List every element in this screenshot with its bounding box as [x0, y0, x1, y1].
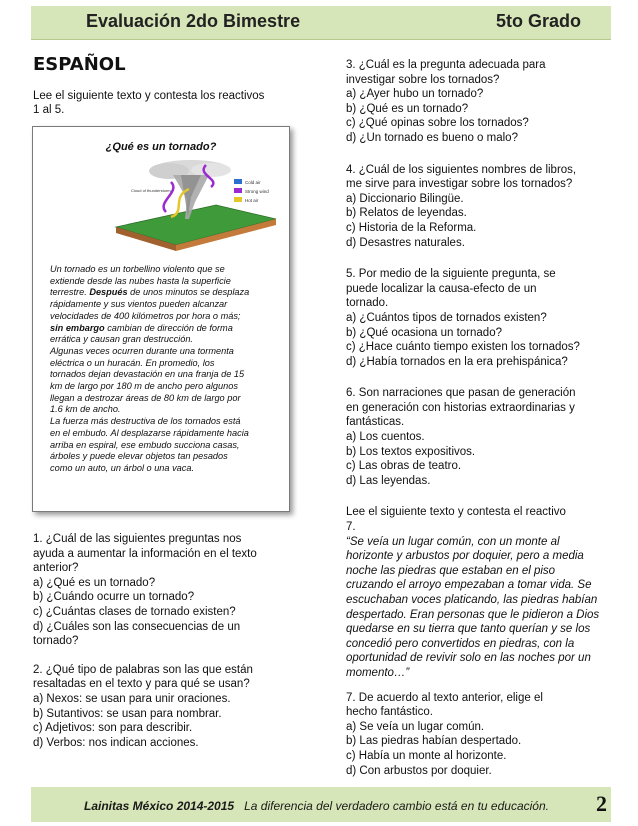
page-number: 2 [596, 791, 607, 816]
passage-line: horizonte y arbustos por doquier, pero a media [346, 550, 584, 563]
question-6 [346, 386, 611, 488]
answer-option[interactable]: d) Con arbustos por doquier. [346, 764, 492, 777]
legend-strong-wind: Strong wind [245, 189, 269, 194]
answer-option[interactable]: c) Había un monte al horizonte. [346, 749, 507, 762]
passage-line [50, 323, 282, 335]
question-stem: 5. Por medio de la siguiente pregunta, se [346, 268, 556, 281]
question-stem: me sirve para investigar sobre los tornados? [346, 178, 573, 191]
answer-option[interactable]: b) ¿Qué ocasiona un tornado? [346, 326, 502, 339]
passage-line: llegan a destrozar áreas de 80 km de largo por [50, 392, 241, 403]
answer-option[interactable]: a) Se veía un lugar común. [346, 720, 485, 733]
legend-cold-air: Cold air [245, 180, 261, 185]
passage-line: errática y causan gran destrucción. [50, 334, 193, 345]
passage-line [50, 287, 282, 299]
answer-option[interactable]: a) ¿Ayer hubo un tornado? [346, 88, 484, 101]
answer-option[interactable]: c) Historia de la Reforma. [346, 221, 477, 234]
passage-line: en el embudo. Al desplazarse rápidamente hacia [50, 427, 249, 438]
question-stem: puede localizar la causa-efecto de un [346, 282, 537, 295]
passage-line: velocidades de 400 kilómetros por hora o más; [50, 310, 241, 321]
question-stem: investigar sobre los tornados? [346, 73, 500, 86]
question-stem: 2. ¿Qué tipo de palabras son las que están [33, 663, 253, 676]
answer-option[interactable]: b) Relatos de leyendas. [346, 207, 467, 220]
passage-line: 1.6 km de ancho. [50, 404, 121, 415]
answer-option[interactable]: a) ¿Qué es un tornado? [33, 576, 156, 589]
question-3 [346, 58, 611, 146]
highlighted-word-sin-embargo: sin embargo [50, 322, 105, 333]
passage-text-run: de unos minutos se desplaza [127, 287, 250, 298]
passage-line: tornados dejan devastación en una franja de 15 [50, 369, 245, 380]
passage-line: oportunidad de revivir solo en las noches por un [346, 652, 591, 665]
question-1 [33, 532, 295, 649]
passage-line: extiende desde las nubes hasta la superficie [50, 275, 231, 286]
question-stem: 1. ¿Cuál de las siguientes preguntas nos [33, 533, 242, 545]
passage-line: “Se veía un lugar común, con un monte al [346, 535, 560, 548]
passage-7 [346, 535, 611, 681]
passage-line: como un auto, un árbol o una vaca. [50, 462, 195, 473]
passage-text [50, 264, 282, 475]
question-stem: en generación con historias extraordinarias y [346, 401, 575, 414]
tornado-figure [111, 157, 281, 252]
question-stem: 4. ¿Cuál de los siguientes nombres de libros, [346, 163, 577, 176]
footer-brand: Lainitas México 2014-2015 [84, 799, 235, 813]
answer-option[interactable]: d) Verbos: nos indican acciones. [33, 736, 199, 749]
passage-line: árboles y puede elevar objetos tan pesados [50, 451, 228, 462]
answer-option[interactable]: c) ¿Cuántas clases de tornado existen? [33, 605, 236, 618]
passage-line: Algunas veces ocurren durante una tormenta [50, 345, 234, 356]
answer-option[interactable]: a) ¿Cuántos tipos de tornados existen? [346, 311, 547, 324]
footer-text [84, 799, 549, 813]
passage-line: arriba en espiral, ese embudo succiona casas, [50, 439, 240, 450]
grade-label: 5to Grado [495, 11, 581, 31]
passage-title: ¿Qué es un tornado? [105, 141, 217, 153]
passage-line: noche las piedras que estaban en el piso [346, 564, 556, 577]
passage-line: despertado. Eran personas que le pidieron a Dios [346, 608, 600, 621]
legend-hot-air: Hot air [245, 198, 259, 203]
left-questions [33, 532, 295, 750]
passage-line: Un tornado es un torbellino violento que se [50, 264, 225, 274]
exam-title: Evaluación 2do Bimestre [86, 11, 301, 31]
question-5 [346, 267, 611, 369]
answer-option[interactable]: d) ¿Cuáles son las consecuencias de un [33, 620, 241, 633]
answer-option[interactable]: d) ¿Un tornado es bueno o malo? [346, 131, 518, 144]
answer-option[interactable]: d) ¿Había tornados en la era prehispánica? [346, 355, 568, 368]
legend-cloud: Cloud of thunderstorm [131, 188, 171, 193]
answer-option[interactable]: d) Las leyendas. [346, 474, 431, 487]
answer-option[interactable]: a) Nexos: se usan para unir oraciones. [33, 692, 231, 705]
highlighted-word-despues: Después [89, 287, 128, 298]
page-header [31, 6, 611, 40]
passage-text-run: cambian de dirección de forma [104, 322, 233, 333]
answer-option[interactable]: b) Los textos expositivos. [346, 445, 476, 458]
question-7 [346, 691, 611, 779]
answer-option[interactable]: b) Las piedras habían despertado. [346, 735, 522, 748]
answer-option[interactable]: a) Los cuentos. [346, 431, 425, 444]
subject-heading: ESPAÑOL [33, 54, 126, 75]
question-4 [346, 163, 611, 251]
question-stem: resaltadas en el texto y para qué se usan? [33, 678, 250, 691]
question-2 [33, 663, 295, 751]
intro-line: 7. [346, 521, 356, 534]
passage-text-run: terrestre. [50, 287, 90, 298]
question-stem: ayuda a aumentar la información en el texto [33, 547, 257, 560]
answer-option[interactable]: c) Las obras de teatro. [346, 460, 462, 473]
page-footer [31, 787, 611, 822]
question-stem: tornado. [346, 297, 389, 310]
footer-motto: La diferencia del verdadero cambio está en tu educación. [244, 799, 549, 813]
intro-7 [346, 505, 611, 534]
question-stem: 7. De acuerdo al texto anterior, elige el [346, 691, 543, 704]
answer-option[interactable]: tornado? [33, 635, 79, 648]
passage-line: cruzando el arroyo empezaban a tomar vida. Se [346, 579, 592, 592]
passage-box [32, 126, 290, 512]
question-stem: 3. ¿Cuál es la pregunta adecuada para [346, 59, 546, 71]
answer-option[interactable]: c) ¿Hace cuánto tiempo existen los tornados? [346, 341, 580, 354]
question-stem: fantásticas. [346, 416, 405, 429]
question-stem: hecho fantástico. [346, 706, 433, 719]
passage-line: eléctrica o un huracán. En promedio, los [50, 357, 215, 368]
answer-option[interactable]: d) Desastres naturales. [346, 236, 465, 249]
question-stem: anterior? [33, 562, 79, 575]
answer-option[interactable]: c) ¿Qué opinas sobre los tornados? [346, 117, 529, 130]
answer-option[interactable]: b) ¿Qué es un tornado? [346, 102, 469, 115]
passage-line: km de largo por 180 m de ancho pero algunos [50, 381, 238, 392]
answer-option[interactable]: c) Adjetivos: son para describir. [33, 722, 193, 735]
intro-line: Lee el siguiente texto y contesta el reactivo [346, 506, 566, 519]
answer-option[interactable]: b) Sutantivos: se usan para nombrar. [33, 707, 222, 720]
passage-line: La fuerza más destructiva de los tornados está [50, 416, 241, 427]
answer-option[interactable]: a) Diccionario Bilingüe. [346, 192, 464, 205]
passage-line: rápidamente y sus vientos pueden alcanzar [50, 299, 228, 310]
passage-line: momento…” [346, 666, 410, 679]
passage-line: quedarse en su tierra que tanto querían y se los [346, 623, 591, 636]
passage-line: concedió pero convertidos en piedras, con la [346, 637, 575, 650]
intro-line-2: 1 al 5. [33, 104, 65, 117]
right-column [346, 58, 611, 778]
question-stem: 6. Son narraciones que pasan de generación [346, 387, 576, 400]
answer-option[interactable]: b) ¿Cuándo ocurre un tornado? [33, 591, 195, 604]
passage-line: escuchaban voces platicando, las piedras habían [346, 594, 598, 606]
left-column [33, 54, 295, 118]
intro-line-1: Lee el siguiente texto y contesta los reactivos [33, 89, 265, 102]
